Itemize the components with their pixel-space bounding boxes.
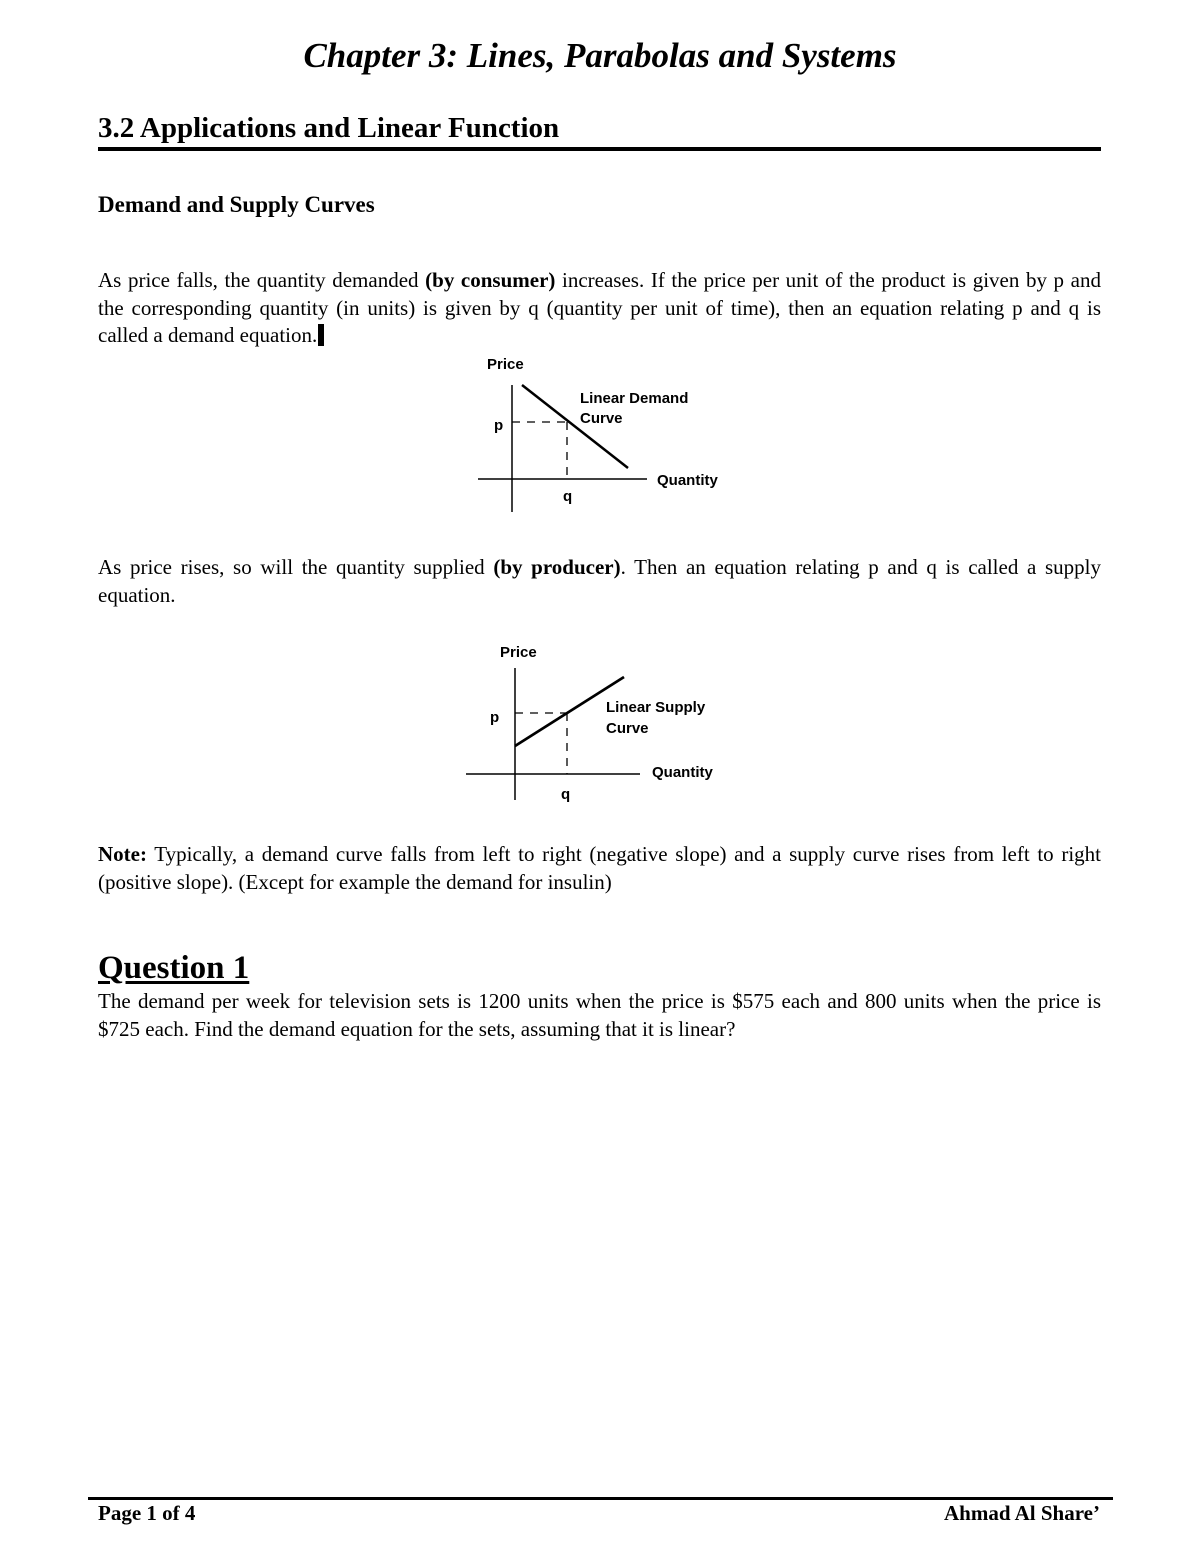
supply-p-label: p bbox=[490, 709, 500, 726]
supply-graph bbox=[460, 640, 730, 810]
supply-y-label: Price bbox=[500, 644, 537, 661]
supply-curve-label-2: Curve bbox=[606, 720, 649, 737]
supply-paragraph bbox=[98, 554, 1101, 609]
note-text: Typically, a demand curve falls from left to right (negative slope) and a supply curve rises from left to right (positive slope). (Except for example the demand for insulin) bbox=[98, 842, 1101, 894]
note-label: Note: bbox=[98, 842, 147, 866]
subheading: Demand and Supply Curves bbox=[98, 192, 375, 217]
question-text: The demand per week for television sets is 1200 units when the price is $575 each and 800 units when the price is $725 each. Find the demand equation for the sets, assuming that it is linear? bbox=[98, 989, 1101, 1041]
supply-x-label: Quantity bbox=[652, 764, 713, 781]
chapter-title: Chapter 3: Lines, Parabolas and Systems bbox=[303, 36, 897, 75]
supply-q-label: q bbox=[561, 786, 571, 803]
supply-text-2: . Then an equation relating p and q is called a supply equation. bbox=[98, 555, 1101, 607]
demand-text-bold: (by consumer) bbox=[425, 268, 556, 292]
demand-text-2: increases. If the price per unit of the product is given by p and the corresponding quantity (in units) is given by q (quantity per unit of time), then an equation relating p and q is called a demand equation. bbox=[98, 268, 1101, 347]
footer-rule bbox=[88, 1497, 1113, 1500]
supply-text-bold: (by producer) bbox=[493, 555, 621, 579]
demand-curve-label-2: Curve bbox=[580, 410, 623, 427]
demand-q-label: q bbox=[563, 488, 573, 505]
footer-author: Ahmad Al Share’ bbox=[944, 1501, 1100, 1525]
demand-x-label: Quantity bbox=[657, 472, 718, 489]
text-cursor bbox=[318, 324, 324, 346]
demand-p-label: p bbox=[494, 417, 504, 434]
supply-curve-label-1: Linear Supply bbox=[606, 699, 706, 716]
demand-curve-label-1: Linear Demand bbox=[580, 390, 689, 407]
section-title: 3.2 Applications and Linear Function bbox=[98, 112, 1101, 151]
demand-text-1: As price falls, the quantity demanded bbox=[98, 268, 426, 292]
question-title: Question 1 bbox=[98, 950, 250, 986]
supply-text-1: As price rises, so will the quantity supplied bbox=[98, 555, 494, 579]
page-number: Page 1 of 4 bbox=[98, 1501, 196, 1525]
demand-paragraph bbox=[98, 267, 1101, 350]
demand-graph bbox=[470, 350, 740, 520]
note-paragraph bbox=[98, 841, 1101, 896]
demand-y-label: Price bbox=[487, 356, 524, 373]
